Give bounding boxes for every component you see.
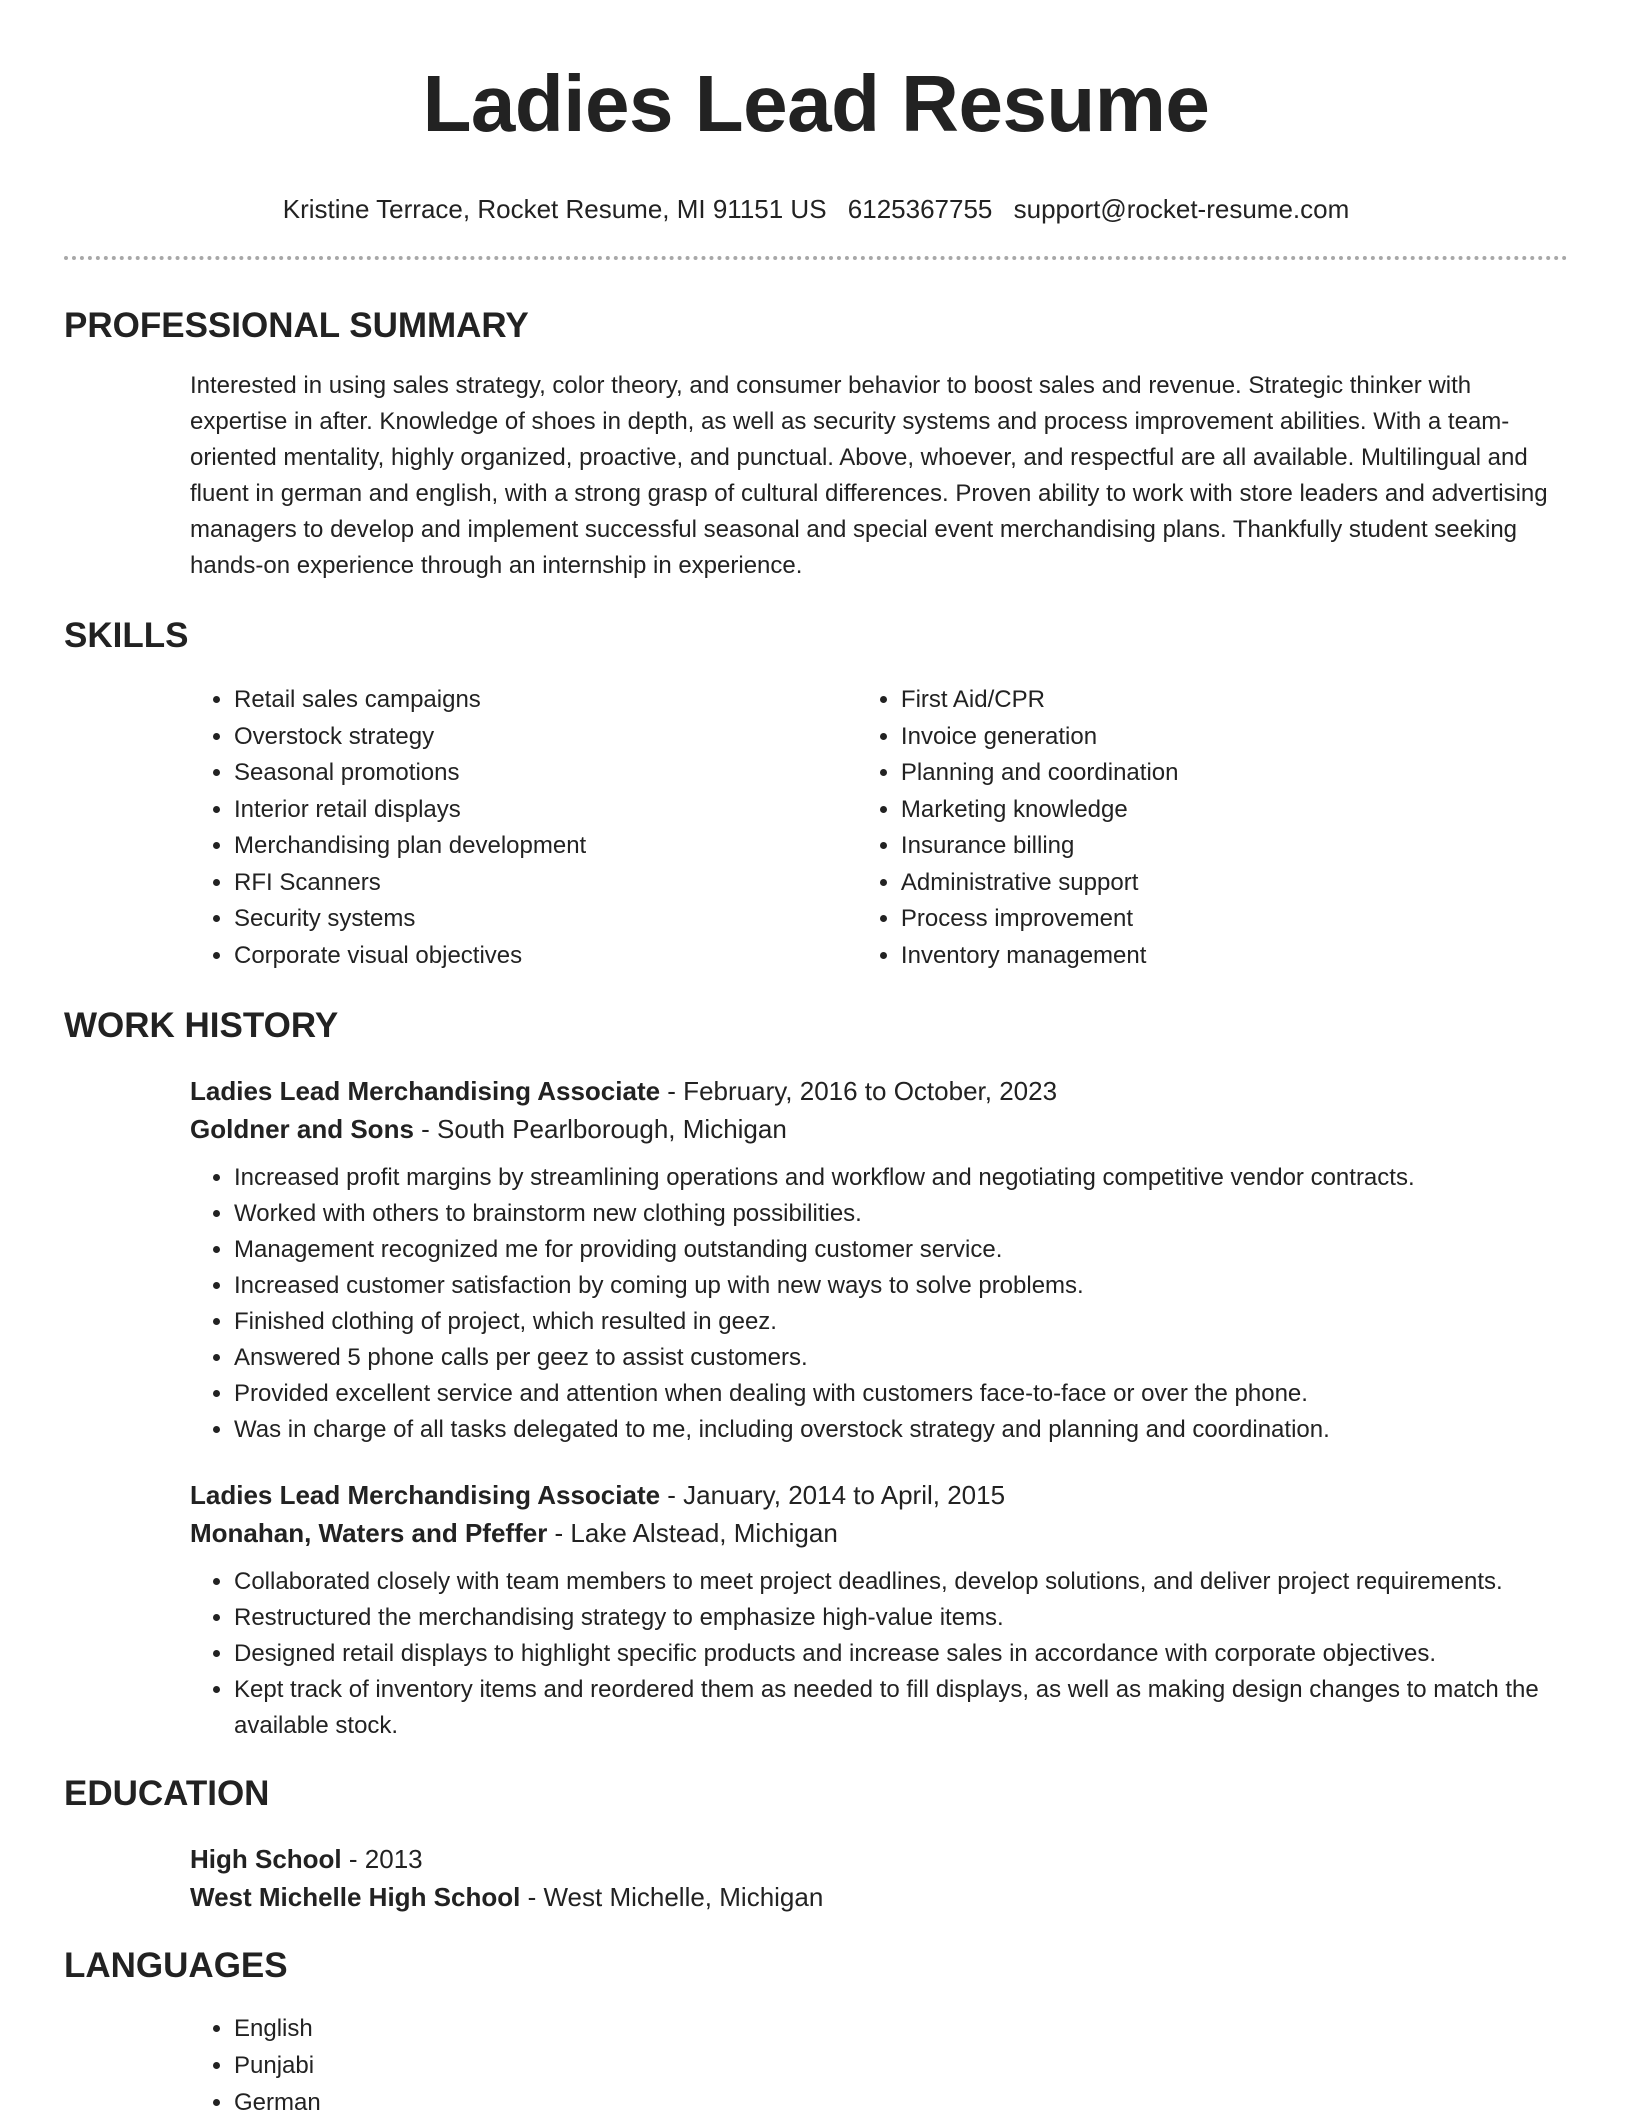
education-school: West Michelle High School — [190, 1882, 521, 1912]
skill-item: • Merchandising plan development — [234, 828, 857, 865]
job-bullets — [190, 1160, 1568, 1448]
job-location: - Lake Alstead, Michigan — [547, 1518, 838, 1548]
contact-line — [64, 192, 1568, 226]
job-company-line — [190, 1110, 1568, 1148]
skill-item: • Inventory management — [901, 938, 1568, 975]
resume-page — [64, 0, 1568, 2121]
education-entry — [190, 1840, 1568, 1916]
languages-items — [190, 2010, 1568, 2121]
job-bullet: • Collaborated closely with team members to meet project deadlines, develop solutions, and deliver project requirements. — [234, 1564, 1568, 1600]
job-bullet: • Worked with others to brainstorm new clothing possibilities. — [234, 1196, 1568, 1232]
job-bullets — [190, 1564, 1568, 1744]
job-role-line — [190, 1072, 1568, 1110]
job-company-line — [190, 1514, 1568, 1552]
job-location: - South Pearlborough, Michigan — [413, 1114, 787, 1144]
phone: 6125367755 — [847, 194, 993, 224]
job-entry — [190, 1072, 1568, 1448]
job-bullet: • Kept track of inventory items and reordered them as needed to fill displays, as well as making design changes to match the available stock. — [234, 1672, 1568, 1744]
resume-title: Ladies Lead Resume — [422, 59, 1210, 148]
skill-item: • Process improvement — [901, 901, 1568, 938]
skill-item: • Planning and coordination — [901, 755, 1568, 792]
job-bullet: • Increased profit margins by streamlining operations and workflow and negotiating competitive vendor contracts. — [234, 1160, 1568, 1196]
skill-item: • Corporate visual objectives — [234, 938, 857, 975]
skill-item: • Invoice generation — [901, 719, 1568, 756]
education-year: - 2013 — [341, 1844, 423, 1874]
skill-item: • Interior retail displays — [234, 792, 857, 829]
job-bullet: • Restructured the merchandising strategy to emphasize high-value items. — [234, 1600, 1568, 1636]
email: support@rocket-resume.com — [1013, 194, 1350, 224]
education-location: - West Michelle, Michigan — [520, 1882, 824, 1912]
language-item: • Punjabi — [234, 2047, 1568, 2084]
job-company: Goldner and Sons — [190, 1114, 414, 1144]
skill-item: • RFI Scanners — [234, 865, 857, 902]
languages-heading: LANGUAGES — [64, 1946, 288, 1985]
skill-item: • Insurance billing — [901, 828, 1568, 865]
summary-heading: PROFESSIONAL SUMMARY — [64, 306, 529, 345]
skill-item: • Overstock strategy — [234, 719, 857, 756]
language-item: • German — [234, 2084, 1568, 2121]
job-dates: - February, 2016 to October, 2023 — [660, 1076, 1058, 1106]
job-bullet: • Management recognized me for providing outstanding customer service. — [234, 1232, 1568, 1268]
skills-list — [190, 682, 1568, 974]
job-bullet: • Provided excellent service and attention when dealing with customers face-to-face or over the phone. — [234, 1376, 1568, 1412]
work-history-heading: WORK HISTORY — [64, 1006, 339, 1045]
skill-item: • Retail sales campaigns — [234, 682, 857, 719]
job-role-line — [190, 1476, 1568, 1514]
job-bullet: • Finished clothing of project, which resulted in geez. — [234, 1304, 1568, 1340]
languages-list — [64, 2010, 1568, 2121]
job-bullet: • Designed retail displays to highlight specific products and increase sales in accordance with corporate objectives. — [234, 1636, 1568, 1672]
skill-item: • Seasonal promotions — [234, 755, 857, 792]
language-item: • English — [234, 2010, 1568, 2047]
job-company: Monahan, Waters and Pfeffer — [190, 1518, 548, 1548]
job-role: Ladies Lead Merchandising Associate — [190, 1076, 661, 1106]
skill-item: • Administrative support — [901, 865, 1568, 902]
job-bullet: • Was in charge of all tasks delegated to me, including overstock strategy and planning and coordination. — [234, 1412, 1568, 1448]
skill-item: • Security systems — [234, 901, 857, 938]
skills-column-right — [857, 682, 1568, 974]
job-entry — [190, 1476, 1568, 1744]
skills-column-left — [190, 682, 857, 974]
education-school-line — [190, 1878, 1568, 1916]
education-degree-line — [190, 1840, 1568, 1878]
summary-text: Interested in using sales strategy, color theory, and consumer behavior to boost sales and revenue. Strategic thinker with expertise in after. Knowledge of shoes in depth, as well as security systems and process improvement abilities. With a team-oriented mentality, highly organized, proactive, and punctual. Above, whoever, and respectful are all available. Multilingual and fluent in german and english, with a strong grasp of cultural differences. Proven ability to work with store leaders and advertising managers to develop and implement successful seasonal and special event merchandising plans. Thankfully student seeking hands-on experience through an internship in experience. — [190, 372, 1548, 579]
job-bullet: • Answered 5 phone calls per geez to assist customers. — [234, 1340, 1568, 1376]
education-heading: EDUCATION — [64, 1774, 270, 1813]
job-role: Ladies Lead Merchandising Associate — [190, 1480, 661, 1510]
header-divider — [64, 256, 1568, 260]
job-dates: - January, 2014 to April, 2015 — [660, 1480, 1006, 1510]
education-degree: High School — [190, 1844, 342, 1874]
skill-item: • First Aid/CPR — [901, 682, 1568, 719]
address: Kristine Terrace, Rocket Resume, MI 91151 US — [282, 194, 827, 224]
skill-item: • Marketing knowledge — [901, 792, 1568, 829]
job-bullet: • Increased customer satisfaction by coming up with new ways to solve problems. — [234, 1268, 1568, 1304]
skills-heading: SKILLS — [64, 616, 189, 655]
